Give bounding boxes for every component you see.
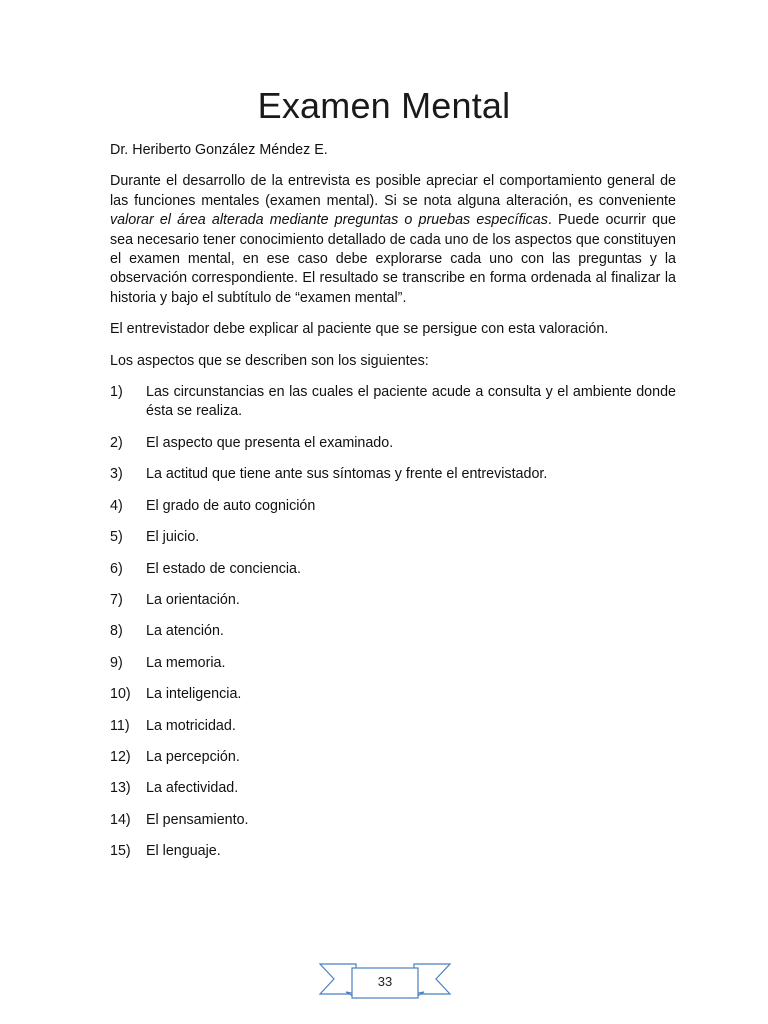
list-item-text: El lenguaje. xyxy=(146,843,221,860)
paragraph-explanation: El entrevistador debe explicar al paciente que se persigue con esta valoración. xyxy=(110,321,609,338)
list-item-number: 14) xyxy=(110,811,131,828)
list-item-number: 1) xyxy=(110,384,123,401)
paragraph-list-intro: Los aspectos que se describen son los siguientes: xyxy=(110,352,429,369)
list-item-number: 6) xyxy=(110,560,123,577)
list-item-text: La orientación. xyxy=(146,591,240,608)
list-item xyxy=(110,811,676,830)
list-item-text: La atención. xyxy=(146,623,224,640)
page-number: 33 xyxy=(377,974,393,989)
list-item xyxy=(110,383,676,422)
list-item xyxy=(110,497,676,516)
page-title: Examen Mental xyxy=(257,85,511,126)
list-item xyxy=(110,685,676,704)
list-item-number: 8) xyxy=(110,623,123,640)
list-item-number: 13) xyxy=(110,780,131,797)
list-item xyxy=(110,560,676,579)
list-item-text: Las circunstancias en las cuales el paciente acude a consulta y el ambiente donde ésta se realiza. xyxy=(146,384,676,420)
list-item xyxy=(110,842,676,861)
list-item-number: 12) xyxy=(110,748,131,765)
intro-paragraph xyxy=(110,172,676,308)
list-item xyxy=(110,748,676,767)
list-item xyxy=(110,654,676,673)
list-item-text: La inteligencia. xyxy=(146,686,242,703)
list-item-number: 3) xyxy=(110,466,123,483)
list-item-number: 7) xyxy=(110,591,123,608)
list-item xyxy=(110,622,676,641)
list-item-text: El juicio. xyxy=(146,529,200,546)
list-item-number: 5) xyxy=(110,529,123,546)
intro-text-part2: . Puede ocurrir que sea necesario tener conocimiento detallado de cada uno de los aspectos que constituyen el examen mental, en ese caso debe explorarse cada uno con las preguntas y la observación correspondiente. El resultado se transcribe en forma ordenada al finalizar la historia y bajo el subtítulo de “examen mental”. xyxy=(110,212,676,306)
intro-emphasis: valorar el área alterada mediante preguntas o pruebas específicas xyxy=(110,212,548,229)
list-item-text: La memoria. xyxy=(146,654,226,671)
list-item-text: La motricidad. xyxy=(146,717,236,734)
list-item xyxy=(110,779,676,798)
intro-text-part1: Durante el desarrollo de la entrevista es posible apreciar el comportamiento general de las funciones mentales (examen mental). Si se nota alguna alteración, es conveniente xyxy=(110,173,676,209)
document-body xyxy=(110,141,676,874)
list-item-number: 15) xyxy=(110,843,131,860)
list-item-text: La afectividad. xyxy=(146,780,239,797)
list-item-text: La percepción. xyxy=(146,748,240,765)
list-item-text: El grado de auto cognición xyxy=(146,497,316,514)
list-item-text: El estado de conciencia. xyxy=(146,560,301,577)
list-item-text: El aspecto que presenta el examinado. xyxy=(146,434,394,451)
list-item xyxy=(110,465,676,484)
list-item-number: 4) xyxy=(110,497,123,514)
page-number-ribbon xyxy=(318,962,452,1000)
list-item xyxy=(110,591,676,610)
list-item xyxy=(110,528,676,547)
list-item xyxy=(110,717,676,736)
author-line: Dr. Heriberto González Méndez E. xyxy=(110,142,328,158)
list-item xyxy=(110,434,676,453)
list-item-number: 2) xyxy=(110,434,123,451)
list-item-number: 10) xyxy=(110,686,131,703)
list-item-number: 9) xyxy=(110,654,123,671)
aspects-list xyxy=(110,383,676,862)
list-item-text: La actitud que tiene ante sus síntomas y frente el entrevistador. xyxy=(146,466,548,483)
list-item-text: El pensamiento. xyxy=(146,811,249,828)
list-item-number: 11) xyxy=(110,717,130,734)
